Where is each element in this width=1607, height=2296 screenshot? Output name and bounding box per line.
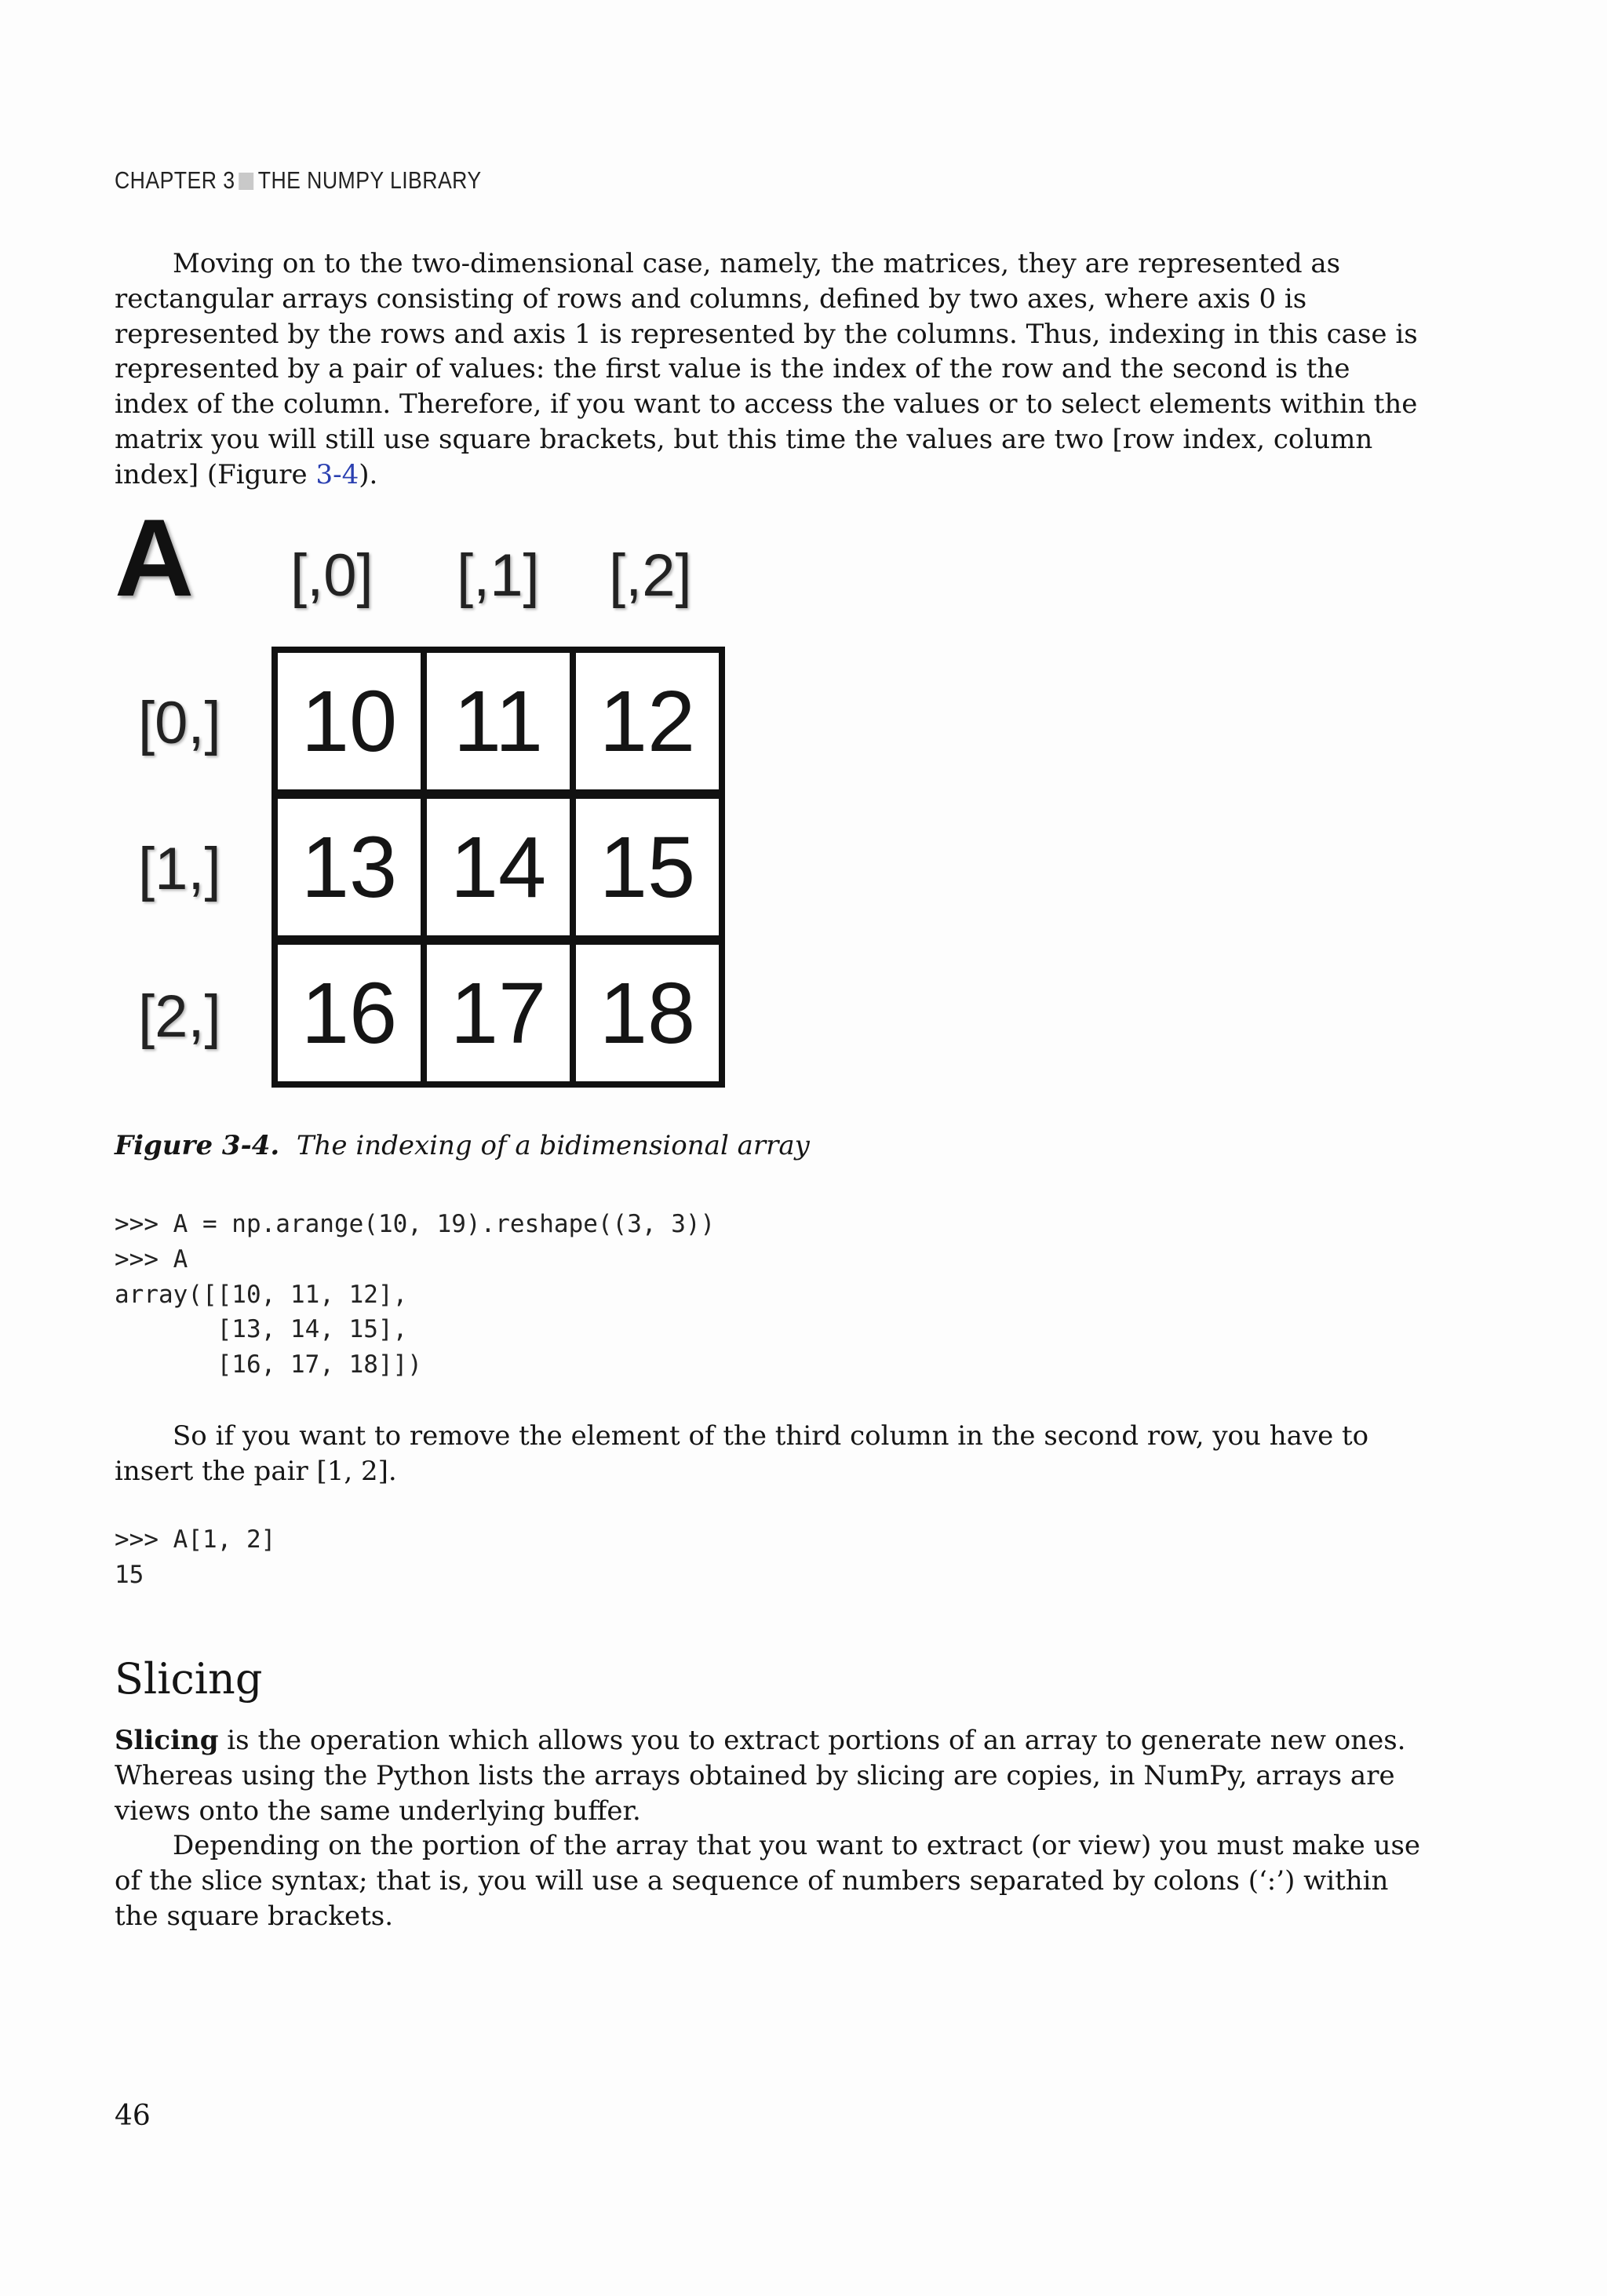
- matrix-grid: [271, 647, 727, 1088]
- caption-text: The indexing of a bidimensional array: [296, 1130, 810, 1161]
- column-label: [,0]: [290, 542, 374, 609]
- section-heading: Slicing: [115, 1654, 263, 1704]
- code-block-reshape: >>> A = np.arange(10, 19).reshape((3, 3)) >>> A array([[10, 11, 12], [13, 14, 15], [16, 17, 18]]): [115, 1210, 716, 1379]
- matrix-cell: 12: [570, 647, 725, 796]
- matrix-cell: 14: [421, 793, 576, 942]
- slicing-paragraph: [115, 1723, 1425, 1828]
- matrix-cell: 11: [421, 647, 576, 796]
- matrix-cell: 15: [570, 793, 725, 942]
- caption-label: Figure 3-4.: [115, 1130, 280, 1161]
- matrix-cell: 13: [271, 793, 427, 942]
- slicing-paragraph-text: is the operation which allows you to extract portions of an array to generate new ones. Whereas using the Python lists the arrays obtained by slicing are copies, in NumPy, arrays are views onto the same underlying buffer.: [115, 1725, 1406, 1827]
- matrix-cell: 10: [271, 647, 427, 796]
- slice-syntax-paragraph: Depending on the portion of the array that you want to extract (or view) you must make use of the slice syntax; that is, you will use a sequence of numbers separated by colons (‘:’) within the square brackets.: [115, 1830, 1421, 1932]
- intro-paragraph-text: Moving on to the two-dimensional case, namely, the matrices, they are represented as rectangular arrays consisting of rows and columns, defined by two axes, where axis 0 is represented by the rows and axis 1 is represented by the columns. Thus, indexing in this case is represented by a pair of values: the first value is the index of the row and the second is the index of the column. Therefore, if you want to access the values or to select elements within the matrix you will still use square brackets, but this time the values are two [row index, column index] (Figure: [115, 248, 1418, 490]
- row-label: [1,]: [138, 836, 221, 902]
- code-block-index: >>> A[1, 2] 15: [115, 1525, 276, 1589]
- figure-reference-link[interactable]: 3-4: [315, 458, 359, 490]
- matrix-cell: 16: [271, 938, 427, 1088]
- pair-paragraph: So if you want to remove the element of the third column in the second row, you have to insert the pair [1, 2].: [115, 1420, 1369, 1487]
- figure-3-4: [115, 496, 742, 1099]
- intro-paragraph-tail: ).: [359, 458, 378, 490]
- column-label: [,2]: [609, 542, 692, 609]
- intro-paragraph: [115, 246, 1425, 493]
- page-number: 46: [115, 2100, 151, 2132]
- separator-square-icon: [239, 173, 254, 190]
- running-head: [115, 166, 482, 195]
- chapter-label: CHAPTER 3: [115, 166, 235, 194]
- column-label: [,1]: [457, 542, 540, 609]
- matrix-cell: 18: [570, 938, 725, 1088]
- chapter-title: THE NUMPY LIBRARY: [257, 166, 482, 194]
- figure-caption: [115, 1130, 810, 1161]
- matrix-cell: 17: [421, 938, 576, 1088]
- row-label: [2,]: [138, 983, 221, 1050]
- row-label: [0,]: [138, 690, 221, 756]
- array-name-label: A: [115, 496, 195, 619]
- slicing-term: Slicing: [115, 1725, 219, 1756]
